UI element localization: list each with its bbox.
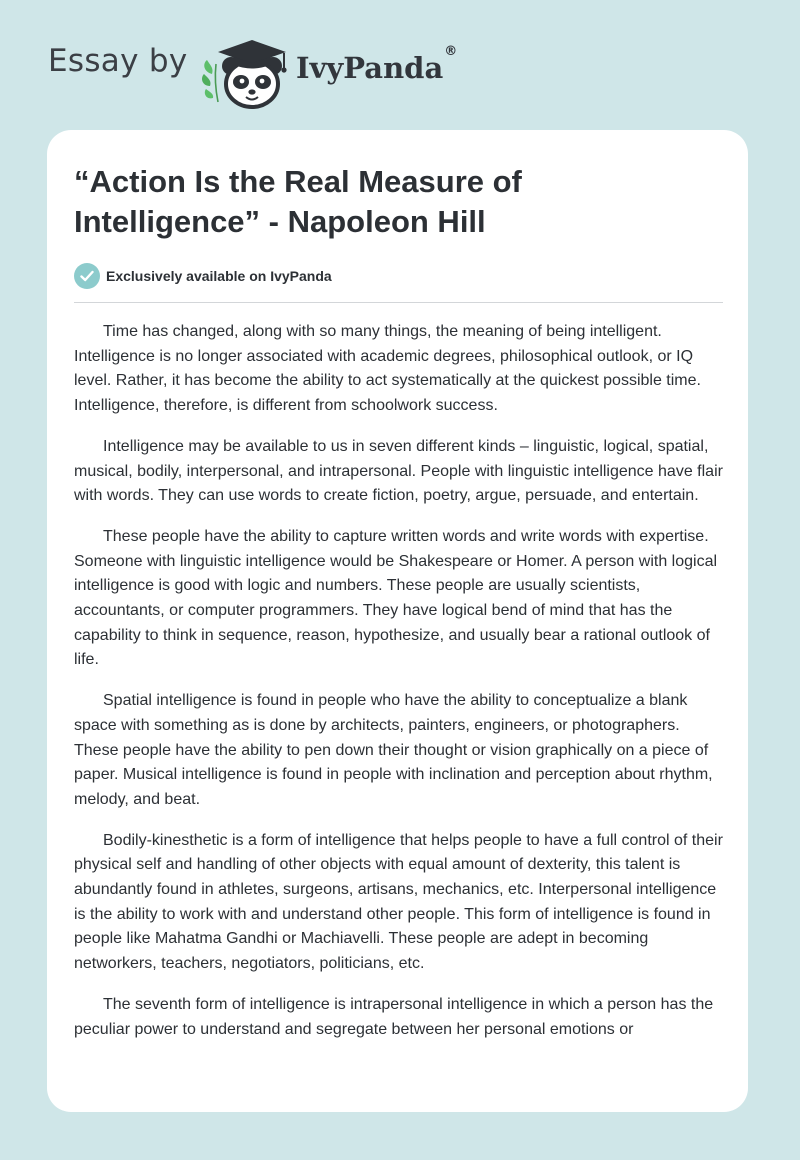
essay-title: “Action Is the Real Measure of Intelligence” - Napoleon Hill	[74, 164, 522, 239]
title-divider	[74, 302, 723, 303]
paragraph: Intelligence may be available to us in seven different kinds – linguistic, logical, spatial, musical, bodily, interpersonal, and intrapersonal. People with linguistic intelligence have flair with words. They can use words to create fiction, poetry, argue, persuade, and entertain.	[74, 437, 723, 505]
exclusive-badge	[74, 263, 332, 289]
exclusive-label: Exclusively available on IvyPanda	[106, 268, 332, 284]
essay-body	[74, 320, 724, 1058]
panda-graduate-logo-icon[interactable]	[198, 30, 298, 112]
site-header	[0, 0, 800, 120]
paragraph: These people have the ability to capture written words and write words with expertise. Someone with linguistic intelligence would be Shakespeare or Homer. A person with logical intelligence is good with logic and numbers. These people are usually scientists, accountants, or computer programmers. They have logical bend of mind that has the capability to think in sequence, reason, hypothesize, and usually bear a rational outlook of life.	[74, 527, 718, 669]
paragraph: Time has changed, along with so many things, the meaning of being intelligent. Intelligence is no longer associated with academic degrees, philosophical outlook, or IQ level. Rather, it has become the ability to act systematically at the quickest possible time. Intelligence, therefore, is different from schoolwork success.	[74, 323, 701, 415]
brand-name[interactable]	[296, 44, 458, 85]
check-circle-icon	[74, 263, 100, 289]
essay-card	[47, 130, 748, 1112]
paragraph: Spatial intelligence is found in people who have the ability to conceptualize a blank space with something as is done by architects, painters, engineers, or photographers. These people have the ability to pen down their thought or vision graphically on a piece of paper. Musical intelligence is found in people with inclination and perception about rhythm, melody, and beat.	[74, 692, 713, 808]
essay-by-label: Essay by	[48, 43, 188, 79]
paragraph: Bodily-kinesthetic is a form of intelligence that helps people to have a full control of their physical self and handling of other objects with equal amount of dexterity, this talent is abundantly found in athletes, surgeons, artisans, mechanics, etc. Interpersonal intelligence is the ability to work with and understand other people. This form of intelligence is found in people like Mahatma Gandhi or Machiavelli. These people are adept in becoming networkers, teachers, negotiators, politicians, etc.	[74, 831, 723, 973]
registered-mark: ®	[444, 44, 458, 60]
paragraph: The seventh form of intelligence is intrapersonal intelligence in which a person has the peculiar power to understand and segregate between her personal emotions or	[74, 995, 714, 1038]
brand-name-text: IvyPanda	[296, 51, 444, 85]
